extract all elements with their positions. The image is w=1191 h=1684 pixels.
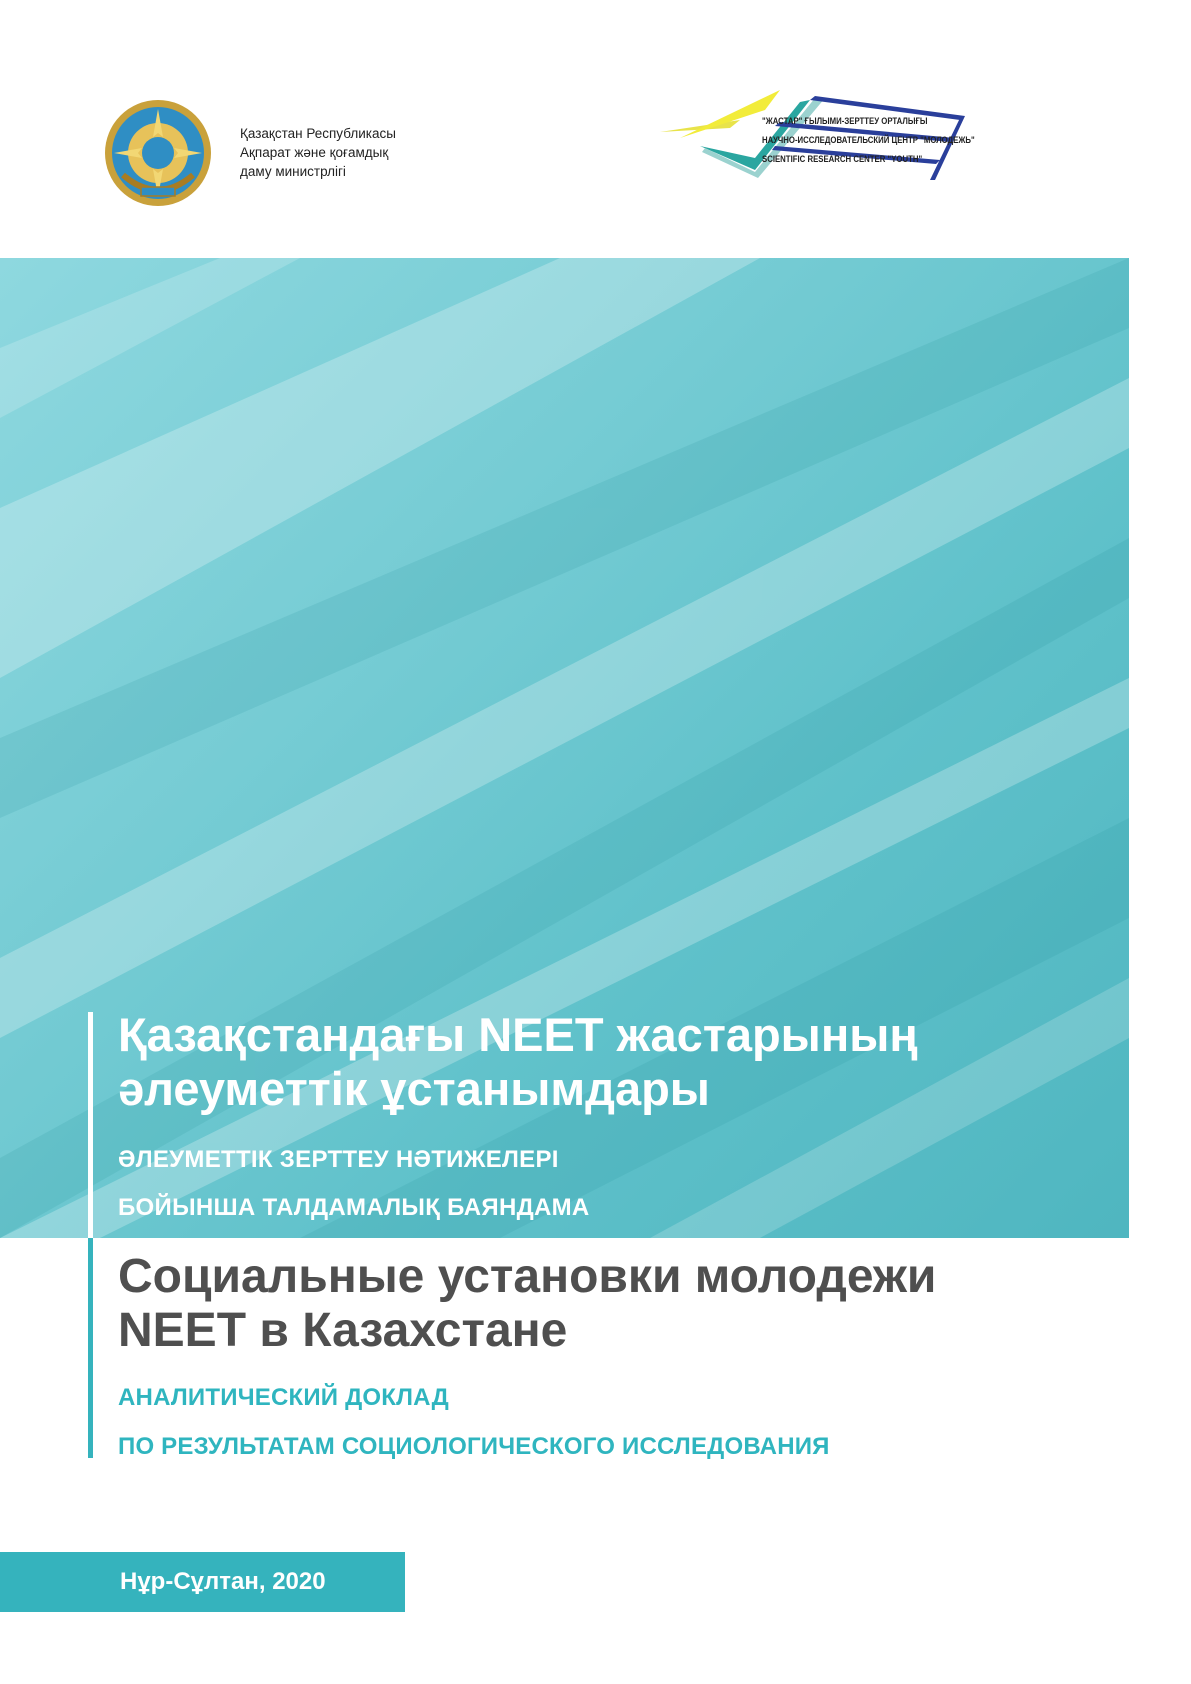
ru-title-line-2: NEET в Казахстане [118,1304,568,1357]
ru-accent-bar [88,1238,93,1458]
ru-subtitle [118,1373,1168,1471]
ru-title [118,1250,1168,1358]
center-line-en: SCIENTIFIC RESEARCH CENTER "YOUTH" [762,154,923,165]
kz-subtitle-line-2: БОЙЫНША ТАЛДАМАЛЫҚ БАЯНДАМА [118,1194,590,1221]
ministry-line-1: Қазақстан Республикасы [240,126,396,141]
city-year-label: Нұр-Сұлтан, 2020 [0,1552,405,1612]
research-center-name [762,112,975,169]
kz-accent-bar [88,1012,93,1238]
ministry-line-2: Ақпарат және қоғамдық [240,145,389,160]
kz-title [118,1008,1118,1116]
center-line-kz: "ЖАСТАР" ҒЫЛЫМИ-ЗЕРТТЕУ ОРТАЛЫҒЫ [762,116,928,127]
kz-title-line-2: әлеуметтік ұстанымдары [118,1062,710,1115]
ru-subtitle-line-1: АНАЛИТИЧЕСКИЙ ДОКЛАД [118,1384,449,1411]
center-line-ru: НАУЧНО-ИССЛЕДОВАТЕЛЬСКИЙ ЦЕНТР "МОЛОДЕЖЬ" [762,135,975,146]
ru-title-line-1: Социальные установки молодежи [118,1250,937,1303]
ministry-line-3: даму министрлігі [240,164,346,179]
state-emblem-icon [103,97,213,209]
ru-subtitle-line-2: ПО РЕЗУЛЬТАТАМ СОЦИОЛОГИЧЕСКОГО ИССЛЕДОВАНИЯ [118,1433,830,1460]
kz-subtitle-line-1: ӘЛЕУМЕТТІК ЗЕРТТЕУ НӘТИЖЕЛЕРІ [118,1146,559,1173]
kz-title-line-1: Қазақстандағы NEET жастарының [118,1008,918,1061]
kz-subtitle [118,1136,1118,1232]
ministry-name [240,124,490,181]
